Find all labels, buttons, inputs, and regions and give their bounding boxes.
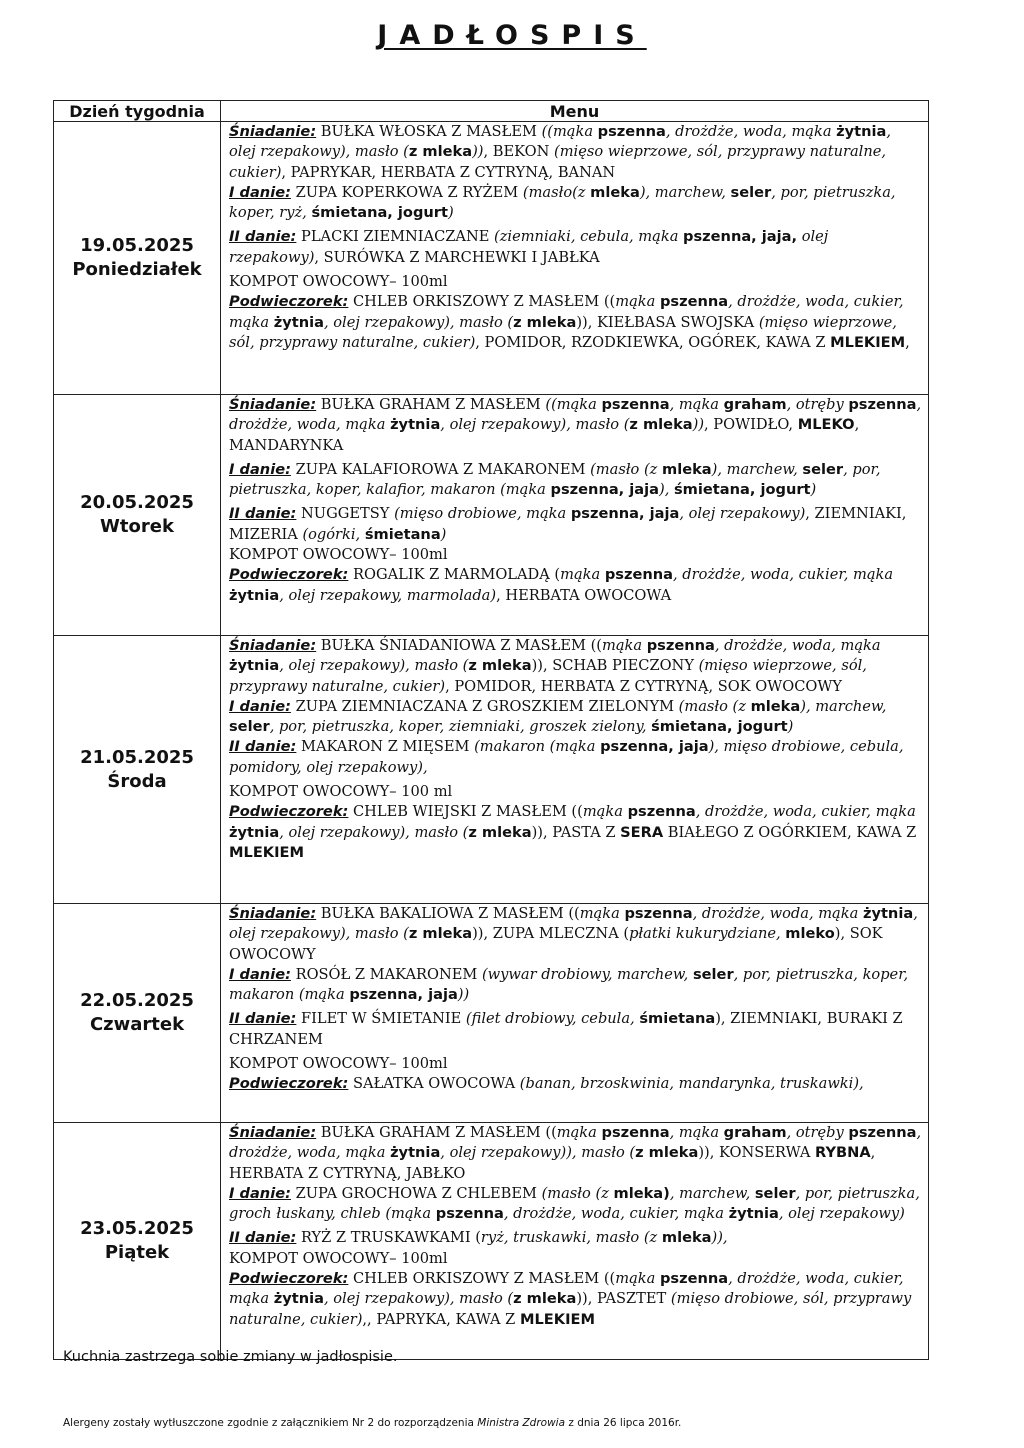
day-cell: [54, 904, 221, 1123]
allergen-text: z mleka: [468, 823, 532, 841]
ingredients-text: , por, pietruszka, groch łuskany, chleb (mąka: [229, 1184, 920, 1223]
allergen-text: żytnia: [862, 905, 914, 922]
ingredients-text: (masło (z: [678, 697, 751, 715]
allergen-text: z mleka: [408, 143, 473, 161]
allergen-text: mleko: [785, 925, 835, 943]
allergen-text: mleka: [661, 1229, 712, 1247]
dish-text: BUŁKA BAKALIOWA Z MASŁEM ((: [316, 905, 580, 922]
ingredients-text: , drożdże, woda, mąka: [692, 905, 863, 922]
allergen-text: mleka: [662, 460, 712, 478]
ingredients-text: , mąka: [669, 1124, 724, 1141]
day-row: [54, 122, 929, 395]
allergen-text: pszenna: [624, 905, 693, 922]
allergen-text: z mleka: [408, 925, 473, 943]
dish-text: FILET W ŚMIETANIE: [296, 1010, 466, 1028]
allergen-text: z mleka: [635, 1144, 699, 1162]
allergen-text: seler: [802, 460, 844, 478]
meal-entry: [229, 1249, 922, 1269]
ingredients-text: (mięso wieprzowe, sól, przyprawy naturalne, cukier): [229, 143, 887, 181]
dish-text: )), SCHAB PIECZONY: [531, 657, 699, 675]
ingredients-text: mąka: [579, 905, 625, 922]
ingredients-text: ): [810, 481, 817, 499]
allergen-footer: [63, 1417, 681, 1429]
ingredients-text: (ziemniaki, cebula, mąka: [494, 228, 684, 246]
ingredients-text: , olej rzepakowy, marmolada): [279, 586, 497, 604]
dish-text: , HERBATA Z CYTRYNĄ, JABŁKO: [229, 1144, 876, 1182]
meal-label: Śniadanie:: [229, 123, 317, 140]
allergen-text: graham: [723, 1124, 787, 1141]
allergen-text: żytnia: [728, 1205, 779, 1223]
allergen-text: pszenna: [435, 1205, 504, 1223]
meal-entry: [229, 965, 922, 1006]
menu-table: [53, 100, 929, 1360]
ingredients-text: (filet drobiowy, cebula,: [465, 1010, 640, 1028]
allergen-text: z mleka: [629, 416, 693, 434]
ingredients-text: , olej rzepakowy)), masło (: [440, 1144, 636, 1162]
dish-text: )), KONSERWA: [698, 1144, 816, 1162]
meal-entry: [229, 292, 922, 353]
ingredients-text: (mięso wieprzowe, sól, przyprawy naturalne, cukier): [229, 657, 867, 695]
dish-text: KOMPOT OWOCOWY– 100ml: [229, 1249, 448, 1267]
ingredients-text: mąka: [615, 1270, 660, 1288]
ingredients-text: ): [447, 204, 454, 222]
ingredients-text: ), marchew,: [711, 460, 803, 478]
header-day: Dzień tygodnia: [54, 101, 221, 122]
dish-text: CHLEB ORKISZOWY Z MASŁEM ((: [348, 1270, 616, 1288]
ingredients-text: , olej rzepakowy), masło (: [440, 416, 630, 434]
ingredients-text: , drożdże, woda, cukier, mąka: [229, 1270, 904, 1308]
meals-cell: [221, 904, 929, 1123]
ingredients-text: (banan, brzoskwinia, mandarynka, truskawki),: [519, 1075, 864, 1093]
allergen-text: pszenna: [646, 637, 715, 654]
dish-text: BUŁKA ŚNIADANIOWA Z MASŁEM ((: [316, 637, 602, 654]
allergen-text: pszenna, jaja,: [683, 228, 798, 246]
dish-text: SAŁATKA OWOCOWA: [348, 1075, 520, 1093]
day-cell: [54, 636, 221, 904]
meal-entry: [229, 122, 922, 183]
meal-entry: [229, 1074, 922, 1094]
ingredients-text: , olej rzepakowy), masło (: [323, 1290, 514, 1308]
allergen-text: pszenna, jaja: [349, 986, 458, 1004]
ingredients-text: , drożdże, woda, cukier, mąka: [695, 803, 916, 821]
ingredients-text: , olej rzepakowy), masło (: [229, 905, 918, 943]
meal-label: Podwieczorek:: [229, 803, 349, 821]
allergen-text: śmietana, jogurt: [674, 481, 811, 499]
ingredients-text: , drożdże, woda, cukier, mąka: [503, 1205, 729, 1223]
dish-text: , ZIEMNIAKI, MIZERIA: [229, 505, 907, 543]
meal-entry: [229, 782, 922, 802]
ingredients-text: , olej rzepakowy): [679, 505, 806, 523]
allergen-text: pszenna: [627, 803, 696, 821]
dish-text: ZUPA KALAFIOROWA Z MAKARONEM: [290, 460, 591, 478]
dish-text: , PAPRYKAR, HERBATA Z CYTRYNĄ, BANAN: [281, 163, 616, 181]
dish-text: RYŻ Z TRUSKAWKAMI (: [296, 1229, 481, 1247]
ingredients-text: ), mięso drobiowe, cebula, pomidory, olej rzepakowy),: [229, 738, 904, 776]
dish-text: , POWIDŁO,: [704, 416, 798, 434]
ingredients-text: , drożdże, woda, mąka: [665, 123, 837, 140]
ingredients-text: (mięso drobiowe, mąka: [394, 505, 571, 523]
ingredients-text: , por, pietruszka, koper, ryż,: [229, 183, 896, 222]
dish-text: ZUPA ZIEMNIACZANA Z GROSZKIEM ZIELONYM: [290, 697, 679, 715]
dish-text: BIAŁEGO Z OGÓRKIEM, KAWA Z: [663, 823, 917, 841]
ingredients-text: ),: [659, 481, 674, 499]
dish-text: , BEKON: [483, 143, 555, 161]
allergen-text: z mleka: [513, 313, 577, 331]
ingredients-text: , olej rzepakowy), masło (: [279, 823, 469, 841]
allergen-text: pszenna: [597, 123, 666, 140]
allergen-text: MLEKIEM: [229, 843, 305, 861]
allergen-text: śmietana, jogurt: [651, 718, 788, 736]
ingredients-text: (masło (z: [541, 1184, 614, 1202]
dish-text: )), ZUPA MLECZNA (: [472, 925, 630, 943]
dish-text: KOMPOT OWOCOWY– 100 ml: [229, 783, 453, 801]
day-row: [54, 1123, 929, 1360]
allergen-text: RYBNA: [815, 1144, 871, 1162]
allergen-text: pszenna, jaja: [550, 481, 660, 499]
ingredients-text: (wywar drobiowy, marchew,: [481, 965, 693, 983]
ingredients-text: (mięso wieprzowe, sól, przyprawy naturalne, cukier): [229, 313, 897, 351]
meal-entry: [229, 636, 922, 697]
ingredients-text: mąka: [560, 566, 605, 584]
meals-cell: [221, 636, 929, 904]
ingredients-text: ), marchew,: [800, 697, 887, 715]
ingredients-text: , olej rzepakowy): [778, 1205, 905, 1223]
dish-text: MAKARON Z MIĘSEM: [296, 738, 475, 756]
ingredients-text: (makaron (mąka: [474, 738, 601, 756]
allergen-text: pszenna, jaja: [600, 738, 709, 756]
page-title: JADŁOSPIS: [377, 20, 647, 51]
dish-text: , POMIDOR, RZODKIEWKA, OGÓREK, KAWA Z: [475, 333, 831, 351]
allergen-text: z mleka: [513, 1290, 577, 1308]
meal-entry: [229, 904, 922, 965]
day-weekday: Wtorek: [100, 516, 174, 537]
allergen-text: z mleka: [468, 657, 532, 675]
allergen-text: mleka: [590, 183, 640, 201]
changes-note: Kuchnia zastrzega sobie zmiany w jadłospisie.: [63, 1349, 398, 1365]
allergen-text: pszenna: [848, 396, 917, 413]
ingredients-text: (masło (z: [590, 460, 662, 478]
allergen-text: żytnia: [229, 586, 280, 604]
meal-entry: [229, 545, 922, 565]
ingredients-text: , olej rzepakowy), masło (: [279, 657, 469, 675]
dish-text: KOMPOT OWOCOWY– 100ml: [229, 546, 448, 564]
ingredients-text: mąka: [615, 293, 660, 311]
meal-entry: [229, 460, 922, 501]
ingredients-text: , otręby: [786, 396, 849, 413]
dish-text: PLACKI ZIEMNIACZANE: [296, 228, 495, 246]
meal-label: I danie:: [229, 460, 291, 478]
day-cell: [54, 122, 221, 395]
allergen-text: żytnia: [836, 123, 887, 140]
day-weekday: Piątek: [104, 1242, 170, 1263]
meal-entry: [229, 1123, 922, 1184]
meal-label: II danie:: [229, 505, 297, 523]
meal-label: Podwieczorek:: [229, 566, 349, 584]
ingredients-text: ), marchew,: [639, 183, 731, 201]
meal-label: I danie:: [229, 183, 291, 201]
meal-label: Śniadanie:: [229, 1124, 317, 1141]
meals-cell: [221, 122, 929, 395]
allergen-text: pszenna: [601, 396, 670, 413]
meal-entry: [229, 1054, 922, 1074]
ingredients-text: , drożdże, woda, mąka: [229, 396, 922, 434]
allergen-text: żytnia: [273, 1290, 324, 1308]
ingredients-text: olej rzepakowy): [229, 228, 829, 266]
ingredients-text: )): [472, 143, 484, 161]
allergen-text: żytnia: [273, 313, 324, 331]
allergen-text: pszenna: [601, 1124, 670, 1141]
meal-entry: [229, 802, 922, 863]
day-cell: [54, 1123, 221, 1360]
allergen-text: SERA: [620, 823, 664, 841]
allergen-text: seler: [730, 183, 772, 201]
ingredients-text: , drożdże, woda, cukier, mąka: [673, 566, 894, 584]
meal-entry: [229, 1184, 922, 1225]
meal-label: II danie:: [229, 738, 297, 756]
meal-entry: [229, 1269, 922, 1330]
allergen-text: mleka: [750, 697, 801, 715]
dish-text: ROSÓŁ Z MAKARONEM: [290, 965, 482, 983]
ingredients-text: mąka: [582, 803, 628, 821]
day-date: 23.05.2025: [80, 1218, 194, 1239]
allergen-text: pszenna, jaja: [570, 505, 680, 523]
meal-label: II danie:: [229, 228, 297, 246]
dish-text: KOMPOT OWOCOWY– 100ml: [229, 273, 448, 291]
meal-entry: [229, 183, 922, 224]
meal-label: II danie:: [229, 1010, 297, 1028]
ingredients-text: , mąka: [669, 396, 724, 413]
ingredients-text: mąka: [602, 637, 647, 654]
ingredients-text: )),: [711, 1229, 728, 1247]
meal-entry: [229, 395, 922, 456]
meal-label: Podwieczorek:: [229, 1270, 349, 1288]
allergen-text: śmietana: [639, 1010, 716, 1028]
ingredients-text: płatki kukurydziane,: [629, 925, 786, 943]
ingredients-text: , marchew,: [669, 1184, 755, 1202]
ingredients-text: ((mąka: [541, 123, 598, 140]
allergen-text: śmietana: [364, 525, 441, 543]
dish-text: )), KIEŁBASA SWOJSKA: [576, 313, 759, 331]
day-date: 19.05.2025: [80, 235, 194, 256]
day-date: 21.05.2025: [80, 746, 194, 768]
allergen-text: śmietana, jogurt: [311, 204, 448, 222]
dish-text: BUŁKA GRAHAM Z MASŁEM: [316, 396, 546, 413]
meal-label: Podwieczorek:: [229, 293, 349, 311]
ingredients-text: , por, pietruszka, koper, makaron (mąka: [229, 965, 909, 1004]
ingredients-text: (ogórki,: [302, 525, 365, 543]
meal-label: Podwieczorek:: [229, 1075, 349, 1093]
dish-text: CHLEB WIEJSKI Z MASŁEM ((: [348, 803, 583, 821]
allergen-text: żytnia: [229, 657, 280, 675]
allergen-text: seler: [229, 718, 270, 736]
dish-text: ), ZIEMNIAKI, BURAKI Z CHRZANEM: [229, 1010, 903, 1048]
day-row: [54, 904, 929, 1123]
allergen-text: pszenna: [659, 1270, 729, 1288]
table-header-row: [54, 101, 929, 122]
meal-entry: [229, 737, 922, 778]
ingredients-text: , por, pietruszka, koper, ziemniaki, groszek zielony,: [269, 718, 652, 736]
dish-text: , MANDARYNKA: [229, 416, 860, 454]
meal-label: I danie:: [229, 697, 291, 715]
ingredients-text: mąka: [556, 1124, 602, 1141]
allergen-text: seler: [692, 965, 734, 983]
dish-text: NUGGETSY: [296, 505, 395, 523]
ingredients-text: , otręby: [786, 1124, 849, 1141]
ingredients-text: ((mąka: [545, 396, 602, 413]
day-weekday: Środa: [107, 770, 167, 792]
meal-label: I danie:: [229, 965, 291, 983]
meal-label: Śniadanie:: [229, 637, 317, 654]
dish-text: , SURÓWKA Z MARCHEWKI I JABŁKA: [314, 248, 600, 266]
ingredients-text: , olej rzepakowy), masło (: [323, 313, 514, 331]
footer-text-ministry: Ministra Zdrowia: [477, 1417, 566, 1429]
allergen-text: pszenna: [604, 566, 673, 584]
meal-label: II danie:: [229, 1229, 297, 1247]
day-cell: [54, 395, 221, 636]
dish-text: KOMPOT OWOCOWY– 100ml: [229, 1055, 448, 1073]
footer-text-end: z dnia 26 lipca 2016r.: [565, 1417, 682, 1429]
day-weekday: Czwartek: [89, 1014, 185, 1035]
ingredients-text: ): [440, 525, 447, 543]
ingredients-text: , drożdże, woda, mąka: [714, 637, 881, 654]
ingredients-text: , drożdże, woda, mąka: [229, 1124, 922, 1162]
ingredients-text: (mięso drobiowe, sól, przyprawy naturalne, cukier): [229, 1290, 912, 1328]
dish-text: ROGALIK Z MARMOLADĄ (: [348, 566, 561, 584]
ingredients-text: , olej rzepakowy), masło (: [229, 123, 892, 161]
day-date: 20.05.2025: [80, 492, 194, 513]
dish-text: )), PASZTET: [576, 1290, 671, 1308]
day-row: [54, 636, 929, 904]
meal-entry: [229, 227, 922, 268]
allergen-text: pszenna: [659, 293, 729, 311]
allergen-text: MLEKIEM: [519, 1310, 595, 1328]
ingredients-text: ryż, truskawki, masło (z: [480, 1229, 662, 1247]
dish-text: BUŁKA GRAHAM Z MASŁEM ((: [316, 1124, 557, 1141]
dish-text: , HERBATA OWOCOWA: [496, 586, 672, 604]
day-date: 22.05.2025: [80, 990, 194, 1011]
ingredients-text: , drożdże, woda, cukier, mąka: [229, 293, 904, 331]
meal-label: Śniadanie:: [229, 396, 317, 413]
dish-text: , POMIDOR, HERBATA Z CYTRYNĄ, SOK OWOCOWY: [445, 677, 842, 695]
ingredients-text: , por, pietruszka, koper, kalafior, makaron (mąka: [229, 460, 881, 499]
ingredients-text: (masło(z: [522, 183, 591, 201]
allergen-text: mleka): [613, 1184, 670, 1202]
dish-text: BUŁKA WŁOSKA Z MASŁEM: [316, 123, 542, 140]
meal-entry: [229, 1228, 922, 1248]
dish-text: CHLEB ORKISZOWY Z MASŁEM ((: [348, 293, 616, 311]
allergen-text: żytnia: [390, 416, 441, 434]
allergen-text: MLEKO: [797, 416, 855, 434]
meal-entry: [229, 272, 922, 292]
meal-label: Śniadanie:: [229, 905, 317, 922]
header-menu: Menu: [221, 101, 929, 122]
meal-entry: [229, 504, 922, 545]
allergen-text: żytnia: [390, 1144, 441, 1162]
allergen-text: graham: [723, 396, 787, 413]
allergen-text: seler: [754, 1184, 796, 1202]
allergen-text: MLEKIEM: [830, 333, 906, 351]
dish-text: ,: [905, 333, 910, 351]
day-row: [54, 395, 929, 636]
menu-body: [54, 122, 929, 1360]
footer-text-start: Alergeny zostały wytłuszczone zgodnie z załącznikiem Nr 2 do rozporządzenia: [63, 1417, 478, 1429]
meal-entry: [229, 697, 922, 738]
dish-text: ,, PAPRYKA, KAWA Z: [362, 1310, 520, 1328]
meal-entry: [229, 1009, 922, 1050]
dish-text: )), PASTA Z: [531, 823, 621, 841]
meal-entry: [229, 565, 922, 606]
allergen-text: żytnia: [229, 823, 280, 841]
ingredients-text: ): [787, 718, 794, 736]
meals-cell: [221, 395, 929, 636]
dish-text: ZUPA KOPERKOWA Z RYŻEM: [290, 183, 523, 201]
meal-label: I danie:: [229, 1184, 291, 1202]
day-weekday: Poniedziałek: [72, 259, 202, 280]
meals-cell: [221, 1123, 929, 1360]
dish-text: ), SOK OWOCOWY: [229, 925, 883, 963]
dish-text: ZUPA GROCHOWA Z CHLEBEM: [290, 1184, 542, 1202]
ingredients-text: )): [692, 416, 705, 434]
allergen-text: pszenna: [848, 1124, 917, 1141]
ingredients-text: )): [457, 986, 470, 1004]
